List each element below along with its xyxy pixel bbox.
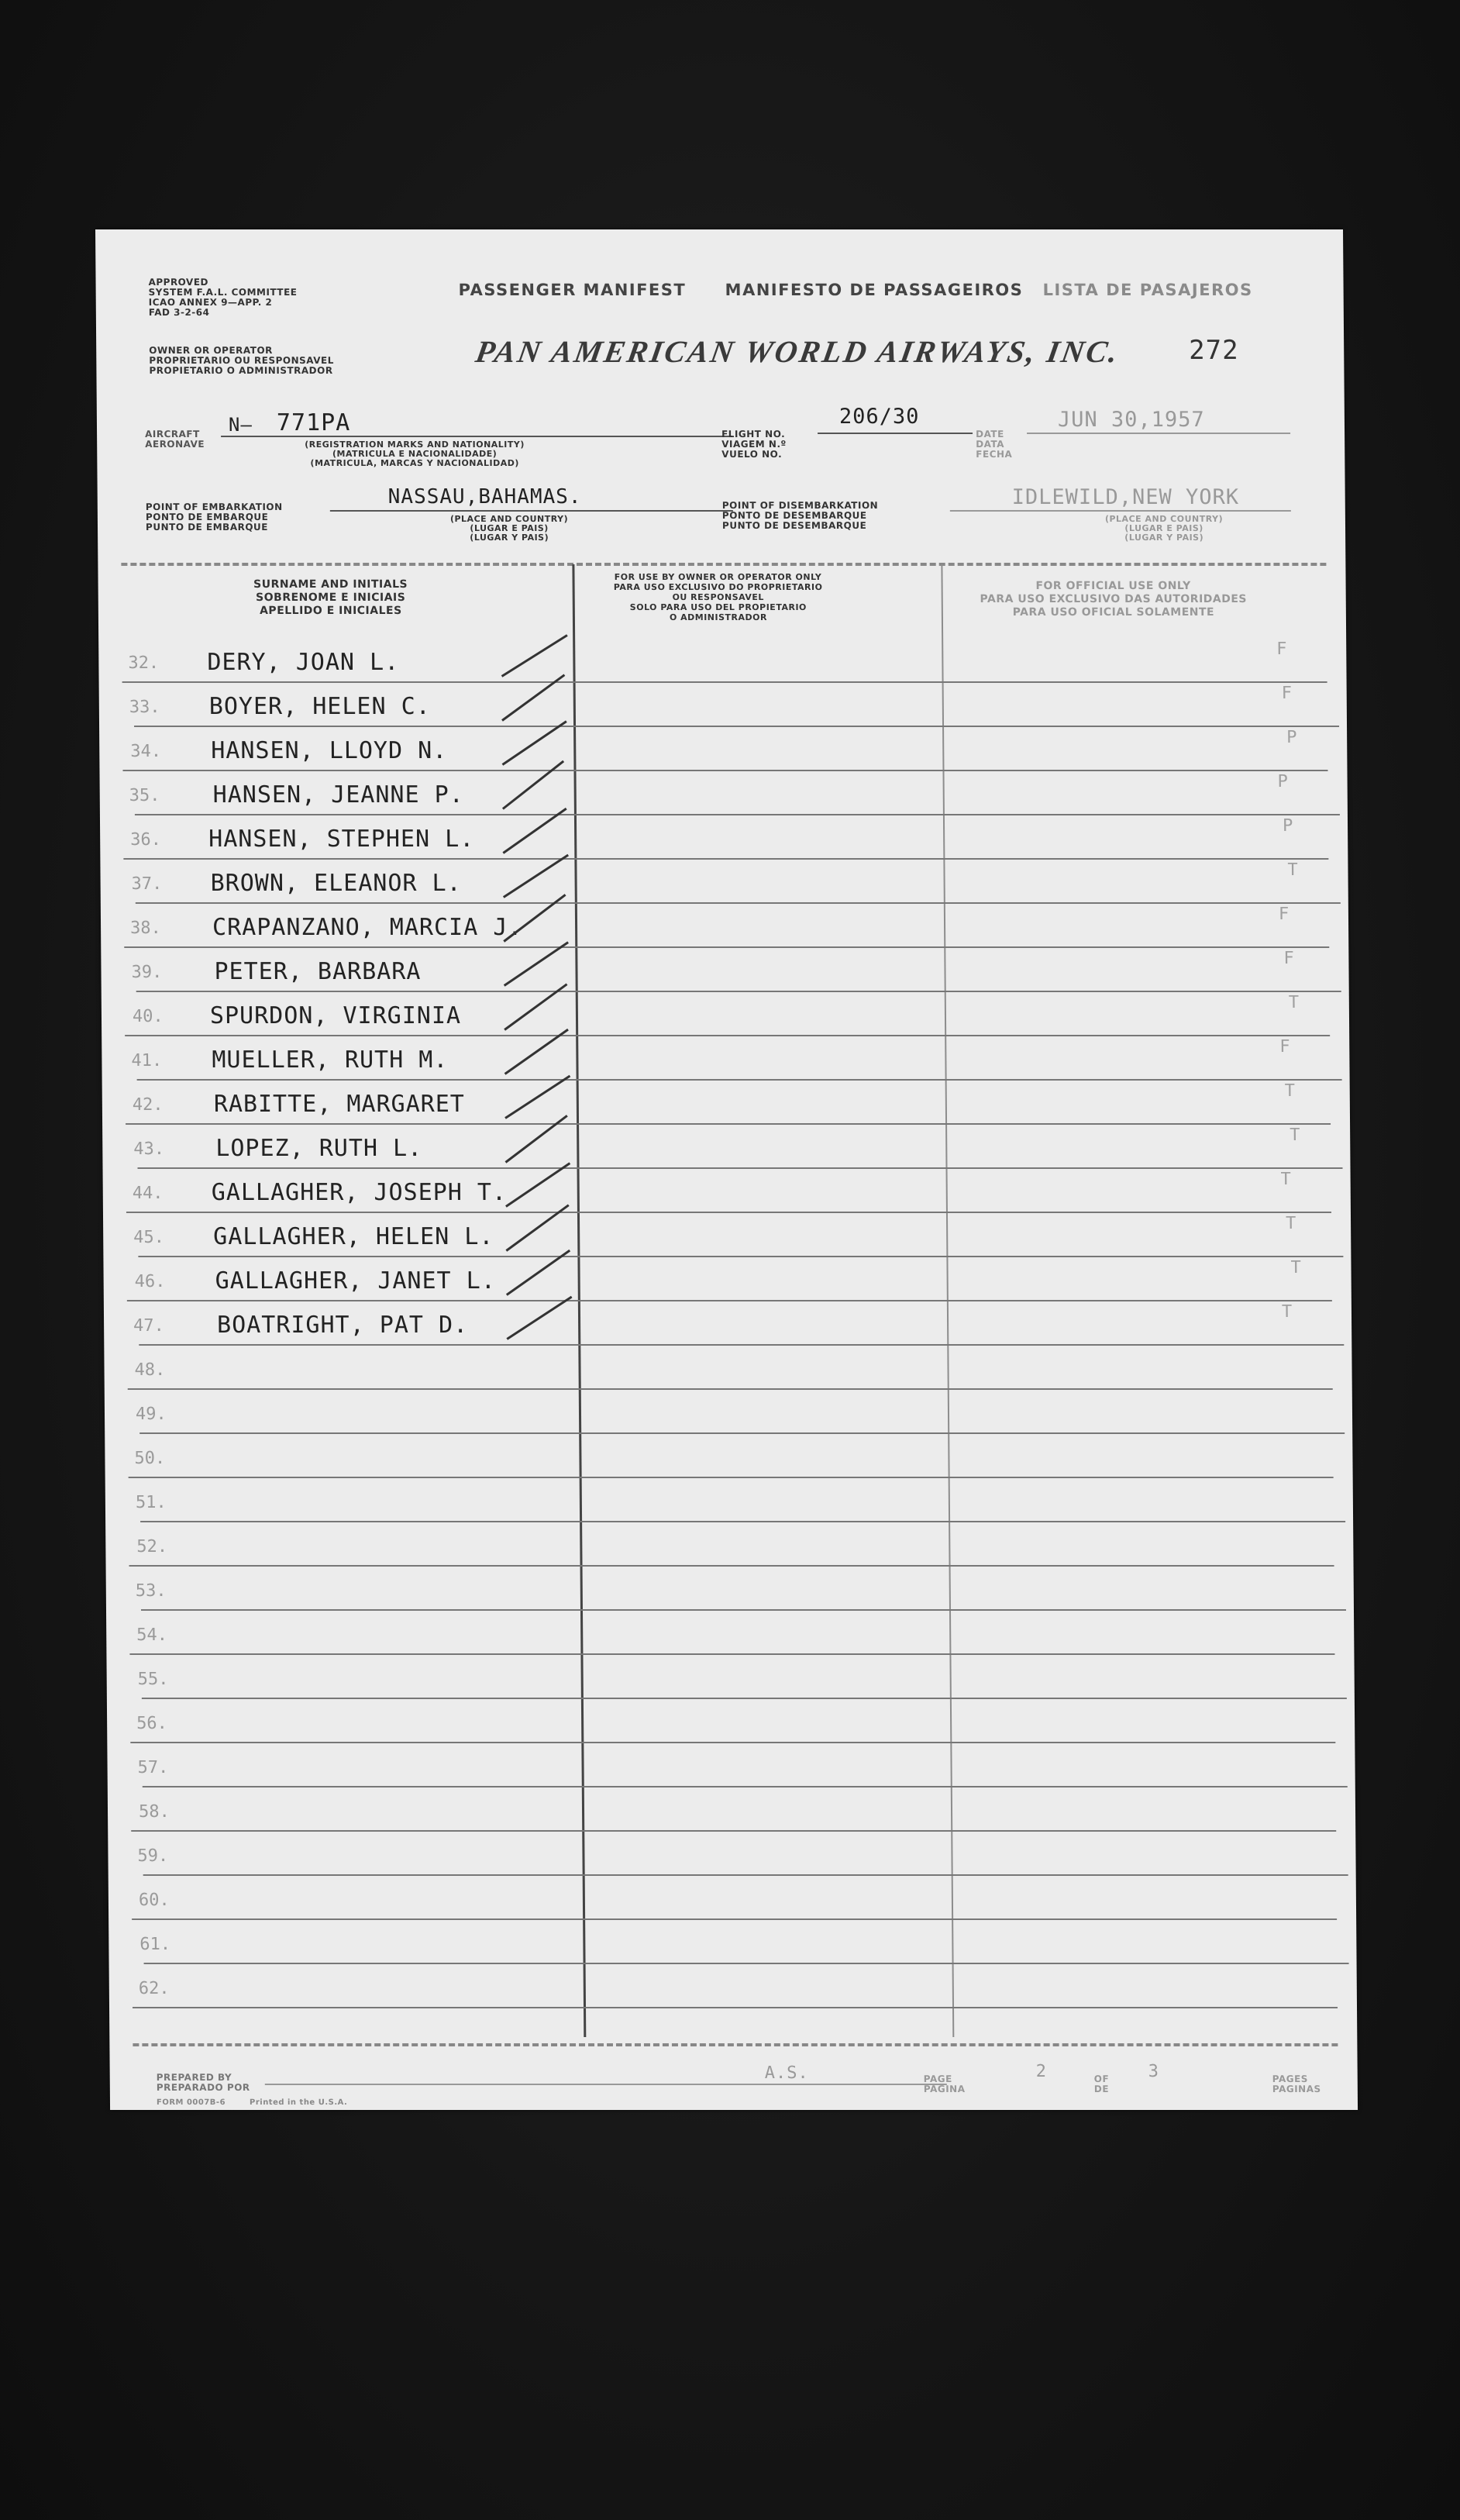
official-mark: F bbox=[1279, 1037, 1290, 1057]
embarkation-sublabel-line: (LUGAR E PAIS) bbox=[470, 523, 549, 533]
embarkation-label-line: PUNTO DE EMBARQUE bbox=[145, 522, 269, 533]
check-mark bbox=[504, 1075, 570, 1119]
row-rule bbox=[144, 1963, 1349, 1964]
table-top-rule bbox=[121, 563, 1326, 566]
flight-label-line: FLIGHT NO. bbox=[721, 429, 786, 440]
row-rule bbox=[126, 1123, 1331, 1125]
row-rule bbox=[129, 1477, 1334, 1478]
passenger-name: BROWN, ELEANOR L. bbox=[210, 870, 462, 897]
row-number: 48. bbox=[134, 1360, 166, 1380]
surname-header-line: SOBRENOME E INICIAIS bbox=[256, 591, 406, 604]
check-mark bbox=[502, 720, 567, 765]
row-rule bbox=[138, 1256, 1343, 1257]
official-mark: F bbox=[1276, 639, 1287, 659]
official-mark: F bbox=[1281, 684, 1293, 703]
row-number: 58. bbox=[138, 1802, 170, 1822]
passenger-name: GALLAGHER, JOSEPH T. bbox=[211, 1179, 508, 1206]
approval-line: ICAO ANNEX 9—APP. 2 bbox=[148, 297, 273, 308]
owner-label-line: PROPRIETARIO OU RESPONSAVEL bbox=[149, 355, 334, 366]
row-number: 45. bbox=[133, 1228, 165, 1247]
disembarkation-sublabel-line: (LUGAR E PAIS) bbox=[1124, 523, 1203, 533]
row-number: 38. bbox=[129, 919, 161, 938]
row-number: 42. bbox=[132, 1095, 164, 1115]
row-number: 40. bbox=[132, 1007, 164, 1026]
owner-use-header-line: SOLO PARA USO DEL PROPIETARIO bbox=[629, 602, 807, 612]
disembarkation-label-line: PUNTO DE DESEMBARQUE bbox=[721, 520, 867, 531]
row-number: 49. bbox=[135, 1405, 167, 1424]
row-number: 54. bbox=[136, 1625, 168, 1645]
flight-underline bbox=[818, 433, 973, 434]
official-mark: T bbox=[1281, 1302, 1293, 1322]
row-number: 37. bbox=[131, 874, 163, 894]
official-mark: T bbox=[1290, 1126, 1300, 1145]
row-number: 39. bbox=[131, 963, 163, 982]
check-mark bbox=[504, 941, 569, 986]
owner-use-header-line: PARA USO EXCLUSIVO DO PROPRIETARIO bbox=[613, 582, 823, 592]
row-rule bbox=[129, 1565, 1334, 1567]
row-number: 35. bbox=[129, 786, 160, 805]
row-number: 33. bbox=[129, 698, 160, 717]
owner-label-line: PROPIETARIO O ADMINISTRADOR bbox=[149, 365, 333, 376]
row-rule bbox=[122, 770, 1327, 771]
passenger-name: LOPEZ, RUTH L. bbox=[215, 1135, 423, 1162]
owner-use-column-header bbox=[570, 572, 866, 622]
row-rule bbox=[127, 1300, 1332, 1301]
row-number: 60. bbox=[138, 1891, 170, 1910]
flight-number: 206/30 bbox=[838, 405, 920, 429]
row-rule bbox=[137, 1079, 1342, 1081]
row-rule bbox=[133, 2007, 1338, 2008]
passenger-name: DERY, JOAN L. bbox=[207, 649, 400, 676]
of-label-line: DE bbox=[1093, 2084, 1110, 2094]
check-mark bbox=[506, 1296, 572, 1340]
form-number: FORM 0007B-6 bbox=[156, 2098, 226, 2107]
owner-use-header-line: FOR USE BY OWNER OR OPERATOR ONLY bbox=[614, 572, 822, 582]
official-mark: T bbox=[1288, 993, 1300, 1012]
passenger-name: MUELLER, RUTH M. bbox=[212, 1046, 449, 1074]
row-rule bbox=[123, 858, 1328, 860]
aircraft-sublabel-line: (REGISTRATION MARKS AND NATIONALITY) bbox=[305, 440, 525, 450]
surname-header-line: APELLIDO E INICIALES bbox=[260, 605, 402, 617]
row-rule bbox=[135, 814, 1340, 815]
manifest-sheet bbox=[95, 229, 1358, 2110]
official-use-header-line: PARA USO EXCLUSIVO DAS AUTORIDADES bbox=[980, 593, 1248, 605]
date-label-line: FECHA bbox=[976, 449, 1013, 460]
row-rule bbox=[140, 1521, 1345, 1522]
row-rule bbox=[136, 991, 1341, 992]
row-rule bbox=[139, 1344, 1344, 1346]
date-underline bbox=[1027, 433, 1290, 434]
aircraft-sublabel-line: (MATRICULA E NACIONALIDADE) bbox=[332, 449, 498, 459]
title-english: PASSENGER MANIFEST bbox=[458, 281, 687, 299]
approval-line: FAD 3-2-64 bbox=[148, 307, 210, 318]
passenger-name: GALLAGHER, JANET L. bbox=[215, 1267, 496, 1294]
row-number: 41. bbox=[131, 1051, 163, 1070]
row-rule bbox=[136, 902, 1341, 904]
row-rule bbox=[132, 1918, 1337, 1920]
row-rule bbox=[142, 1698, 1347, 1699]
disembarkation-value: IDLEWILD,NEW YORK bbox=[1011, 485, 1240, 509]
row-number: 57. bbox=[137, 1758, 169, 1777]
disembarkation-label bbox=[722, 501, 879, 531]
official-mark: T bbox=[1285, 1214, 1296, 1233]
surname-column-header bbox=[191, 578, 470, 618]
sheet-number: 272 bbox=[1189, 335, 1239, 366]
embarkation-value: NASSAU,BAHAMAS. bbox=[387, 485, 582, 508]
official-mark: F bbox=[1278, 905, 1290, 924]
passenger-name: SPURDON, VIRGINIA bbox=[209, 1002, 462, 1029]
row-rule bbox=[130, 1742, 1335, 1743]
date-label bbox=[976, 429, 1012, 460]
passenger-name: HANSEN, JEANNE P. bbox=[212, 781, 464, 808]
title-portuguese: MANIFESTO DE PASSAGEIROS bbox=[725, 281, 1024, 299]
row-number: 55. bbox=[137, 1670, 169, 1689]
row-number: 50. bbox=[134, 1449, 166, 1468]
of-label bbox=[1094, 2074, 1110, 2094]
page-label-line: PAGINA bbox=[923, 2084, 966, 2094]
page-label bbox=[924, 2074, 966, 2094]
row-rule bbox=[143, 1786, 1348, 1787]
aircraft-label-line: AIRCRAFT bbox=[145, 429, 200, 440]
disembarkation-underline bbox=[950, 510, 1291, 512]
pages-label bbox=[1272, 2074, 1321, 2094]
embarkation-sublabel bbox=[450, 515, 568, 543]
row-rule bbox=[128, 1388, 1333, 1390]
embarkation-label bbox=[146, 502, 283, 533]
check-mark bbox=[502, 760, 564, 810]
approval-line: SYSTEM F.A.L. COMMITTEE bbox=[148, 287, 298, 298]
row-number: 53. bbox=[135, 1581, 167, 1601]
official-use-header-line: FOR OFFICIAL USE ONLY bbox=[1035, 580, 1191, 592]
flight-label-line: VIAGEM N.º bbox=[721, 439, 787, 450]
flight-label-line: VUELO NO. bbox=[721, 449, 783, 460]
official-mark: P bbox=[1282, 816, 1293, 836]
official-mark: T bbox=[1284, 1081, 1296, 1101]
check-mark bbox=[503, 854, 569, 898]
airline-name: PAN AMERICAN WORLD AIRWAYS, INC. bbox=[473, 334, 1123, 369]
row-rule bbox=[126, 1212, 1331, 1213]
of-label-line: OF bbox=[1093, 2074, 1110, 2084]
embarkation-label-line: POINT OF EMBARKATION bbox=[145, 502, 283, 512]
owner-label bbox=[149, 346, 334, 376]
row-number: 43. bbox=[133, 1139, 165, 1159]
passenger-name: CRAPANZANO, MARCIA J. bbox=[212, 914, 523, 941]
row-number: 61. bbox=[139, 1935, 171, 1954]
aircraft-sublabel bbox=[305, 440, 525, 468]
owner-label-line: OWNER OR OPERATOR bbox=[149, 345, 273, 356]
date-label-line: DATE bbox=[976, 429, 1004, 440]
check-mark bbox=[501, 634, 568, 677]
row-rule bbox=[131, 1830, 1336, 1832]
passenger-name: PETER, BARBARA bbox=[214, 958, 422, 985]
row-rule bbox=[124, 946, 1329, 948]
aircraft-prefix: N— bbox=[228, 414, 253, 436]
disembarkation-label-line: POINT OF DISEMBARKATION bbox=[721, 500, 879, 511]
embarkation-underline bbox=[330, 510, 733, 512]
passenger-name: RABITTE, MARGARET bbox=[213, 1091, 466, 1118]
owner-use-header-line: OU RESPONSAVEL bbox=[672, 592, 764, 602]
row-number: 36. bbox=[130, 830, 162, 850]
printed-in-usa: Printed in the U.S.A. bbox=[249, 2098, 348, 2107]
row-number: 44. bbox=[132, 1184, 164, 1203]
aircraft-registration: 771PA bbox=[276, 409, 351, 436]
prepared-by-line: PREPARED BY bbox=[156, 2072, 232, 2083]
row-number: 32. bbox=[128, 653, 160, 673]
official-mark: T bbox=[1287, 860, 1298, 880]
embarkation-label-line: PONTO DE EMBARQUE bbox=[145, 512, 269, 522]
row-number: 56. bbox=[136, 1714, 167, 1733]
aircraft-underline bbox=[221, 436, 732, 437]
passenger-name: GALLAGHER, HELEN L. bbox=[213, 1223, 494, 1250]
official-use-column-header bbox=[935, 580, 1292, 619]
prepared-by-underline bbox=[265, 2084, 947, 2085]
row-number: 51. bbox=[135, 1493, 167, 1512]
official-mark: T bbox=[1290, 1258, 1301, 1277]
aircraft-label-line: AERONAVE bbox=[145, 439, 205, 450]
row-rule bbox=[125, 1035, 1330, 1036]
row-rule bbox=[139, 1432, 1345, 1434]
official-mark: P bbox=[1277, 772, 1288, 791]
aircraft-label bbox=[145, 429, 205, 450]
flight-label bbox=[721, 429, 787, 460]
disembarkation-sublabel-line: (PLACE AND COUNTRY) bbox=[1104, 514, 1224, 524]
row-number: 52. bbox=[136, 1537, 168, 1556]
row-rule bbox=[134, 726, 1339, 727]
official-mark: F bbox=[1283, 949, 1294, 968]
row-rule bbox=[129, 1653, 1334, 1655]
embarkation-sublabel-line: (PLACE AND COUNTRY) bbox=[449, 514, 569, 524]
official-mark: P bbox=[1286, 728, 1297, 747]
passenger-name: HANSEN, LLOYD N. bbox=[211, 737, 448, 764]
flight-date: JUN 30,1957 bbox=[1057, 408, 1205, 432]
passenger-name: BOYER, HELEN C. bbox=[208, 693, 431, 720]
approval-block bbox=[148, 278, 297, 318]
pages-label-line: PAGES bbox=[1272, 2074, 1308, 2084]
passenger-name: HANSEN, STEPHEN L. bbox=[208, 826, 475, 853]
official-mark: T bbox=[1280, 1170, 1291, 1189]
check-mark bbox=[505, 1162, 570, 1207]
disembarkation-sublabel-line: (LUGAR Y PAIS) bbox=[1124, 533, 1204, 543]
approval-line: APPROVED bbox=[148, 277, 209, 288]
row-number: 62. bbox=[138, 1979, 170, 1998]
surname-header-line: SURNAME AND INITIALS bbox=[253, 578, 408, 591]
date-label-line: DATA bbox=[976, 439, 1005, 450]
disembarkation-sublabel bbox=[1105, 515, 1223, 543]
embarkation-sublabel-line: (LUGAR Y PAIS) bbox=[470, 533, 549, 543]
row-number: 47. bbox=[133, 1316, 164, 1336]
row-number: 46. bbox=[134, 1272, 166, 1291]
row-number: 34. bbox=[130, 742, 162, 761]
prepared-by-label bbox=[157, 2073, 250, 2093]
page-total: 3 bbox=[1148, 2062, 1160, 2081]
pages-label-line: PAGINAS bbox=[1272, 2084, 1321, 2094]
prepared-by-line: PREPARADO POR bbox=[156, 2082, 250, 2093]
passenger-name: BOATRIGHT, PAT D. bbox=[216, 1312, 469, 1339]
page-number: 2 bbox=[1035, 2062, 1048, 2081]
row-rule bbox=[143, 1874, 1348, 1876]
disembarkation-label-line: PONTO DE DESEMBARQUE bbox=[721, 510, 867, 521]
row-rule bbox=[138, 1167, 1343, 1169]
aircraft-sublabel-line: (MATRICULA, MARCAS Y NACIONALIDAD) bbox=[310, 458, 519, 468]
title-spanish: LISTA DE PASAJEROS bbox=[1042, 281, 1253, 299]
row-number: 59. bbox=[137, 1846, 169, 1866]
official-use-header-line: PARA USO OFICIAL SOLAMENTE bbox=[1012, 606, 1215, 619]
row-rule bbox=[141, 1609, 1346, 1611]
page-label-line: PAGE bbox=[923, 2074, 952, 2084]
owner-use-header-line: O ADMINISTRADOR bbox=[669, 612, 767, 622]
prepared-by-initials: A.S. bbox=[764, 2063, 809, 2083]
check-mark bbox=[505, 1115, 568, 1163]
table-bottom-rule bbox=[133, 2043, 1338, 2046]
row-rule bbox=[122, 681, 1327, 683]
